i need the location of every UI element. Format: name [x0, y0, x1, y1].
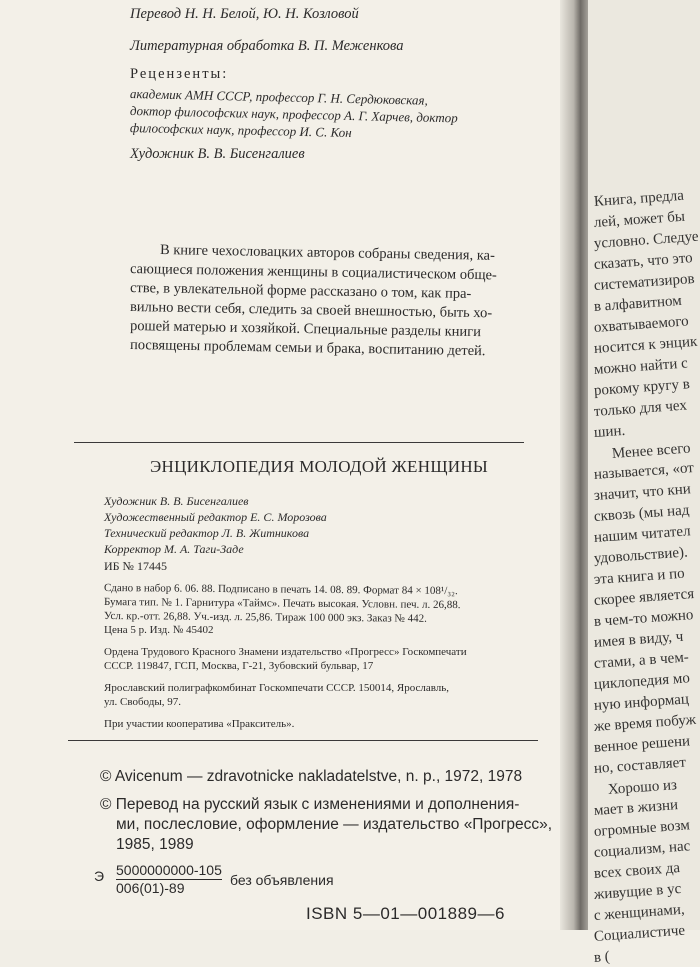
reviewers-heading: Рецензенты:: [130, 66, 229, 82]
copyright-translation: © Перевод на русский язык с изменениями и дополнения-: [100, 796, 520, 813]
reviewer-line: доктор философских наук, профессор А. Г. Харчев, доктор: [129, 103, 458, 126]
abstract-line: стве, в увлекательной форме рассказано о том, как пра-: [129, 280, 472, 302]
catalog-denominator: 006(01)-89: [116, 880, 185, 896]
right-page-line: же время побуж: [593, 711, 697, 735]
right-page-line: нашим читател: [593, 523, 692, 546]
translation-credit: Перевод Н. Н. Белой, Ю. Н. Козловой: [130, 6, 359, 22]
right-page-line: в алфавитном: [593, 292, 683, 315]
copyright-translation: 1985, 1989: [116, 836, 194, 853]
right-page-line: в (: [593, 948, 611, 966]
divider-rule: [74, 442, 524, 443]
right-page-line: сказать, что это: [593, 250, 694, 273]
cooperative-note: При участии кооператива «Пракситель».: [104, 718, 295, 730]
catalog-fraction: [116, 862, 222, 896]
right-page-line: шин.: [593, 422, 626, 441]
publisher-line: СССР. 119847, ГСП, Москва, Г-21, Зубовский бульвар, 17: [104, 660, 374, 672]
copyright-original: © Avicenum — zdravotnicke nakladatelstve, n. p., 1972, 1978: [100, 768, 523, 785]
right-page-line: венное решени: [593, 733, 691, 756]
tech-line: Цена 5 р. Изд. № 45402: [104, 624, 214, 636]
catalog-numerator: 5000000000-105: [116, 862, 222, 878]
right-page-line: рокому кругу в: [593, 376, 691, 399]
right-page-line: эта книга и по: [593, 565, 686, 588]
reviewer-line: философских наук, профессор И. С. Кон: [129, 120, 352, 141]
right-page-line: носится к энцик: [593, 333, 698, 357]
catalog-prefix: Э: [94, 868, 105, 884]
right-page-line: Менее всего: [611, 440, 692, 462]
right-page-line: сквозь (мы над: [593, 502, 690, 525]
abstract-line: сающиеся положения женщины в социалистическом обще-: [129, 261, 497, 284]
right-page-line: всех своих да: [593, 860, 681, 882]
right-page-line: Книга, предла: [593, 187, 685, 210]
credit-line: Художник В. В. Бисенгалиев: [104, 494, 249, 508]
right-page-line: удовольствие).: [593, 544, 689, 567]
right-page-line: условно. Следуе: [593, 228, 700, 252]
right-page-line: лей, может бы: [593, 208, 686, 231]
right-page-line: в чем-то можно: [593, 607, 694, 630]
right-page-line: Социалистиче: [593, 922, 686, 945]
divider-rule: [68, 740, 538, 741]
right-page-line: можно найти с: [593, 355, 689, 378]
right-page-line: охватываемого: [593, 313, 690, 336]
credit-line: Технический редактор Л. В. Житникова: [104, 526, 310, 540]
right-page-line: огромные возм: [593, 817, 691, 840]
abstract-line: В книге чехословацких авторов собраны сведения, ка-: [159, 242, 496, 264]
credit-line: Корректор М. А. Таги-Заде: [104, 542, 244, 556]
catalog-note: без объявления: [230, 872, 334, 888]
right-page: [588, 0, 700, 966]
right-page-line: значит, что кни: [593, 481, 692, 504]
right-page-line: мает в жизни: [593, 797, 679, 819]
credit-line: Художественный редактор Е. С. Морозова: [104, 510, 327, 524]
printer-line: ул. Свободы, 97.: [104, 696, 181, 708]
right-page-line: но, составляет: [593, 754, 687, 777]
literary-credit: Литературная обработка В. П. Меженкова: [130, 38, 404, 54]
copyright-translation: ми, послесловие, оформление — издательство «Прогресс»,: [116, 816, 553, 833]
reviewer-line: академик АМН СССР, профессор Г. Н. Сердюковская,: [129, 86, 428, 108]
right-page-line: Хорошо из: [607, 777, 678, 798]
right-page-line: циклопедия мо: [593, 670, 691, 693]
right-page-line: только для чех: [593, 397, 688, 420]
abstract-line: посвящены проблемам семьи и брака, воспитанию детей.: [129, 337, 486, 360]
right-page-line: имея в виду, ч: [593, 628, 684, 651]
tech-line: Бумага тип. № 1. Гарнитура «Таймс». Печать высокая. Условн. печ. л. 26,88.: [103, 596, 461, 612]
abstract-line: вильно вести себя, следить за своей внешностью, быть хо-: [129, 299, 493, 322]
right-page-line: скорее является: [593, 586, 695, 609]
right-page-line: стами, а в чем-: [593, 649, 690, 672]
right-page-line: живущие в ус: [593, 880, 682, 903]
printer-line: Ярославский полиграфкомбинат Госкомпечати СССР. 150014, Ярославль,: [104, 682, 450, 694]
right-page-line: социализм, нас: [593, 838, 691, 861]
right-page-line: систематизиров: [593, 270, 696, 294]
tech-line: Сдано в набор 6. 06. 88. Подписано в печать 14. 08. 89. Формат 84 × 108¹/₃₂.: [103, 582, 458, 598]
right-page-line: ную информац: [593, 691, 690, 714]
publisher-line: Ордена Трудового Красного Знамени издательство «Прогресс» Госкомпечати: [104, 646, 467, 658]
right-page-line: называется, «от: [593, 460, 695, 483]
artist-credit: Художник В. В. Бисенгалиев: [130, 146, 305, 162]
isbn: ISBN 5—01—001889—6: [306, 904, 505, 923]
abstract-line: рошей матерью и хозяйкой. Специальные разделы книги: [129, 318, 482, 341]
right-page-line: с женщинами,: [593, 901, 686, 924]
ib-number: ИБ № 17445: [104, 559, 168, 573]
tech-line: Усл. кр.-отт. 26,88. Уч.-изд. л. 25,86. Тираж 100 000 экз. Заказ № 442.: [103, 610, 428, 625]
book-title: ЭНЦИКЛОПЕДИЯ МОЛОДОЙ ЖЕНЩИНЫ: [150, 457, 489, 476]
